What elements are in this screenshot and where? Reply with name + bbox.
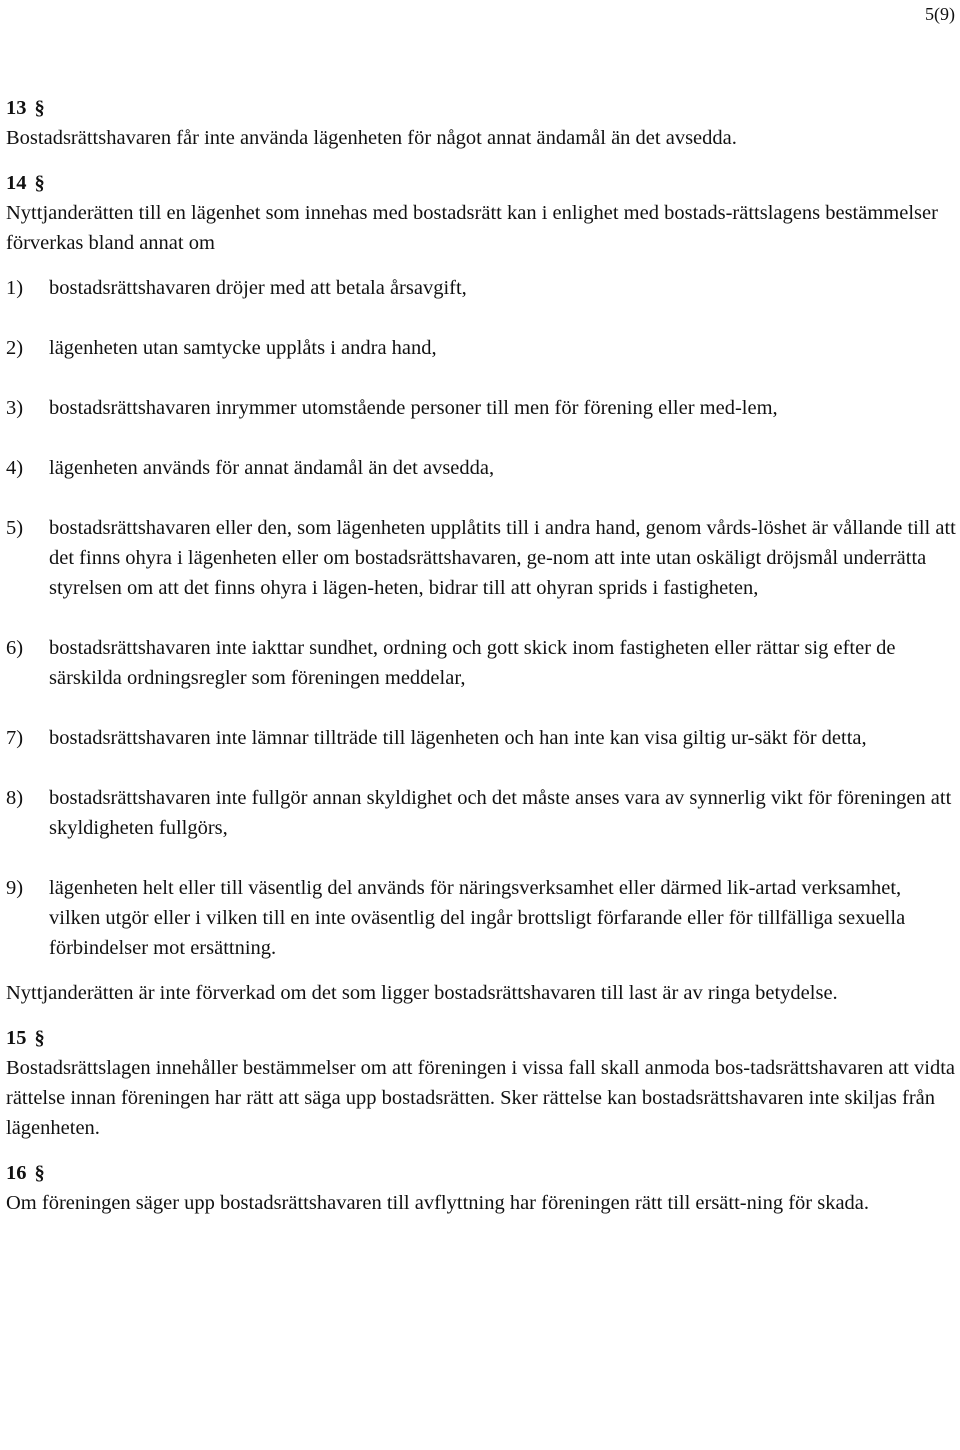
item-text: lägenheten används för annat ändamål än det avsedda, [49,457,495,479]
section-text: Bostadsrättslagen innehåller bestämmelser om att föreningen i vissa fall skall anmoda bos-tadsrättshavaren att vidta rättelse innan föreningen har rätt att säga upp bostadsrätten. Sker rättelse kan bostadsrättshavaren inte skiljas från lägenheten. [6,1057,955,1139]
list-item [6,453,956,483]
item-text: bostadsrättshavaren inte fullgör annan skyldighet och det måste anses vara av synnerlig vikt för föreningen att skyldigheten fullgörs, [49,787,952,839]
item-text: bostadsrättshavaren inrymmer utomstående personer till men för förening eller med-lem, [49,397,778,419]
section-text: Om föreningen säger upp bostadsrättshavaren till avflyttning har föreningen rätt till ersätt-ning för skada. [6,1192,870,1214]
list-item [6,723,956,753]
list-item [6,633,956,693]
section-closing: Nyttjanderätten är inte förverkad om det som ligger bostadsrättshavaren till last är av ringa betydelse. [6,982,838,1004]
section-intro: Nyttjanderätten till en lägenhet som innehas med bostadsrätt kan i enlighet med bostads-rättslagens bestämmelser förverkas bland annat om [6,202,938,254]
section-heading [6,93,956,123]
section-heading [6,1023,956,1053]
paragraph-sign: § [34,97,45,119]
section-number: 15 [6,1027,27,1049]
paragraph-sign: § [34,1027,45,1049]
section-13 [6,93,956,153]
page-number: 5(9) [925,4,955,24]
list-item [6,513,956,603]
item-number: 5) [6,517,24,539]
document-body [6,93,956,1233]
list-item [6,333,956,363]
item-number: 9) [6,877,24,899]
section-number: 16 [6,1162,27,1184]
section-16 [6,1158,956,1218]
list-item [6,273,956,303]
item-text: bostadsrättshavaren dröjer med att betala årsavgift, [49,277,467,299]
item-number: 4) [6,457,24,479]
item-number: 3) [6,397,24,419]
paragraph-sign: § [34,1162,45,1184]
item-text: lägenheten helt eller till väsentlig del används för näringsverksamhet eller därmed lik-artad verksamhet, vilken utgör eller i vilken till en inte oväsentlig del ingår brottsligt förfarande eller för tillfälliga sexuella förbindelser mot ersättning. [49,877,906,959]
item-text: bostadsrättshavaren eller den, som lägenheten upplåtits till i andra hand, genom vårds-löshet är vållande till att det finns ohyra i lägenheten eller om bostadsrättshavaren, ge-nom att inte utan oskäligt dröjsmål underrätta styrelsen om att det finns ohyra i lägen-heten, bidrar till att ohyran sprids i fastigheten, [49,517,956,599]
forfeiture-list [6,273,956,963]
section-number: 13 [6,97,27,119]
item-number: 7) [6,727,24,749]
list-item [6,873,956,963]
section-number: 14 [6,172,27,194]
section-15 [6,1023,956,1143]
item-text: lägenheten utan samtycke upplåts i andra hand, [49,337,437,359]
item-number: 6) [6,637,24,659]
section-heading [6,168,956,198]
item-number: 1) [6,277,24,299]
item-text: bostadsrättshavaren inte iakttar sundhet, ordning och gott skick inom fastigheten eller rättar sig efter de särskilda ordningsregler som föreningen meddelar, [49,637,896,689]
list-item [6,393,956,423]
section-text: Bostadsrättshavaren får inte använda lägenheten för något annat ändamål än det avsedda. [6,127,737,149]
paragraph-sign: § [34,172,45,194]
section-heading [6,1158,956,1188]
item-number: 2) [6,337,24,359]
item-text: bostadsrättshavaren inte lämnar tillträde till lägenheten och han inte kan visa giltig ur-säkt för detta, [49,727,867,749]
item-number: 8) [6,787,24,809]
section-14 [6,168,956,1008]
list-item [6,783,956,843]
